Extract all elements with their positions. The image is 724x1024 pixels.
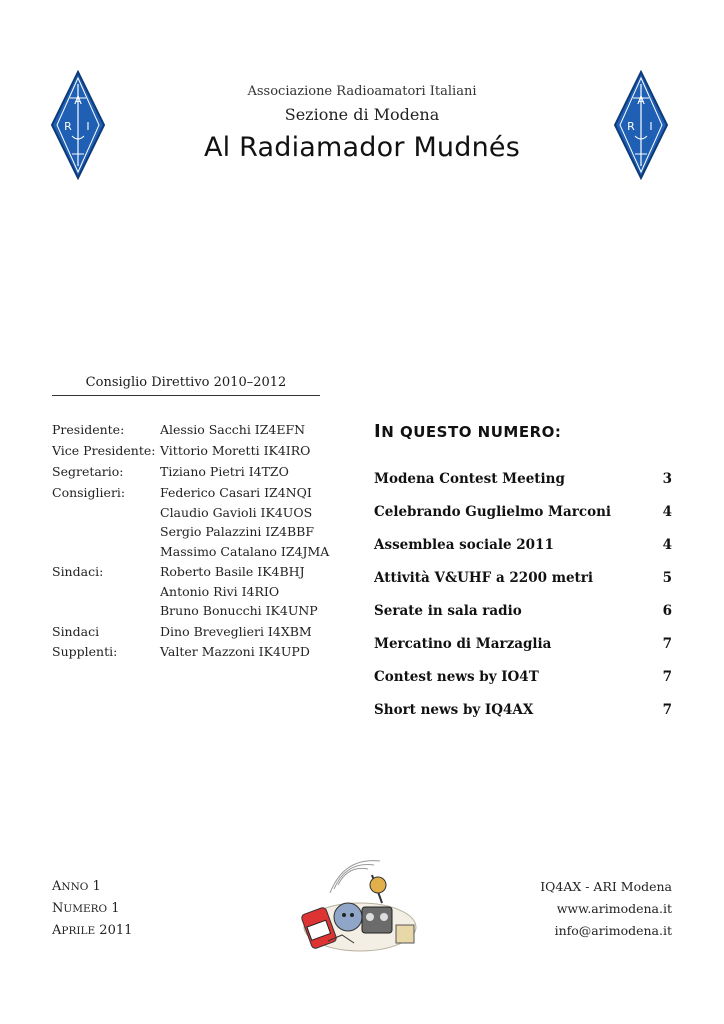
toc-item-label: Contest news by IO4T — [374, 669, 539, 685]
toc-item-page: 7 — [662, 669, 672, 685]
council-row — [52, 462, 329, 482]
council-row — [52, 483, 329, 561]
toc-item-label: Mercatino di Marzaglia — [374, 636, 552, 652]
toc-heading — [374, 421, 561, 442]
council-member: Tiziano Pietri I4TZO — [160, 464, 289, 479]
toc-item-label: Short news by IQ4AX — [374, 702, 534, 718]
council-member: Claudio Gavioli IK4UOS — [160, 504, 313, 520]
svg-text:I: I — [86, 120, 90, 133]
toc-item-page: 4 — [662, 537, 672, 553]
toc-item-label: Celebrando Guglielmo Marconi — [374, 504, 612, 520]
toc-item-page: 7 — [662, 702, 672, 718]
issue-date: APRILE 2011 — [52, 923, 133, 938]
council-member: Alessio Sacchi IZ4EFN — [160, 422, 306, 437]
toc-item-label: Assemblea sociale 2011 — [374, 537, 554, 553]
toc-item-label: Serate in sala radio — [374, 603, 522, 619]
council-member: Massimo Catalano IZ4JMA — [160, 543, 330, 559]
council-role: Presidente: — [52, 422, 125, 437]
council-row — [52, 622, 329, 642]
contact-info — [460, 876, 672, 942]
toc-list — [374, 466, 672, 730]
council-row — [52, 420, 329, 440]
masthead — [0, 84, 724, 163]
toc-item-page: 7 — [662, 636, 672, 652]
toc-item[interactable] — [374, 598, 672, 631]
svg-text:A: A — [637, 94, 645, 107]
toc-item[interactable] — [374, 631, 672, 664]
council-member: Valter Mazzoni IK4UPD — [160, 643, 310, 659]
email-link[interactable]: info@arimodena.it — [554, 923, 672, 938]
council-row — [52, 441, 329, 461]
toc-item[interactable] — [374, 532, 672, 565]
toc-heading-initial: I — [374, 421, 382, 442]
toc-item-label: Modena Contest Meeting — [374, 471, 565, 487]
council-list — [52, 420, 329, 662]
toc-item-label: Attività V&UHF a 2200 metri — [374, 570, 594, 586]
toc-item[interactable] — [374, 565, 672, 598]
station-name: IQ4AX - ARI Modena — [540, 879, 672, 894]
council-role: Vice Presidente: — [52, 443, 156, 458]
toc-item[interactable] — [374, 466, 672, 499]
svg-text:A: A — [74, 94, 82, 107]
council-role: Supplenti: — [52, 643, 118, 659]
council-member: Bruno Bonucchi IK4UNP — [160, 603, 318, 618]
council-role: Sindaci — [52, 623, 100, 639]
newsletter-title: Al Radiamador Mudnés — [204, 132, 520, 163]
issue-info — [52, 876, 132, 942]
council-member: Dino Breveglieri I4XBM — [160, 623, 312, 639]
toc-item-page: 6 — [662, 603, 672, 619]
issue-number: NUMERO 1 — [52, 901, 120, 916]
website-link[interactable]: www.arimodena.it — [556, 901, 672, 916]
svg-text:I: I — [649, 120, 653, 133]
council-row — [52, 562, 329, 621]
toc-item[interactable] — [374, 499, 672, 532]
council-member: Roberto Basile IK4BHJ — [160, 564, 305, 579]
council-row — [52, 642, 329, 662]
council-role: Sindaci: — [52, 564, 104, 579]
toc-item-page: 5 — [662, 570, 672, 586]
toc-item-page: 4 — [662, 504, 672, 520]
issue-year: ANNO 1 — [52, 879, 101, 894]
council-member: Antonio Rivi I4RIO — [160, 583, 280, 599]
radio-mascot-icon — [298, 855, 422, 955]
council-member: Federico Casari IZ4NQI — [160, 485, 312, 500]
council-heading: Consiglio Direttivo 2010–2012 — [52, 375, 320, 396]
section-name: Sezione di Modena — [284, 105, 440, 124]
svg-text:R: R — [64, 120, 72, 133]
council-member: Vittorio Moretti IK4IRO — [160, 443, 311, 458]
svg-text:R: R — [627, 120, 635, 133]
council-role: Segretario: — [52, 464, 124, 479]
toc-heading-rest: N QUESTO NUMERO: — [381, 423, 562, 441]
toc-item[interactable] — [374, 664, 672, 697]
council-role: Consiglieri: — [52, 485, 126, 500]
association-name: Associazione Radioamatori Italiani — [247, 84, 477, 99]
toc-item-page: 3 — [662, 471, 672, 487]
toc-item[interactable] — [374, 697, 672, 730]
council-member: Sergio Palazzini IZ4BBF — [160, 524, 314, 539]
